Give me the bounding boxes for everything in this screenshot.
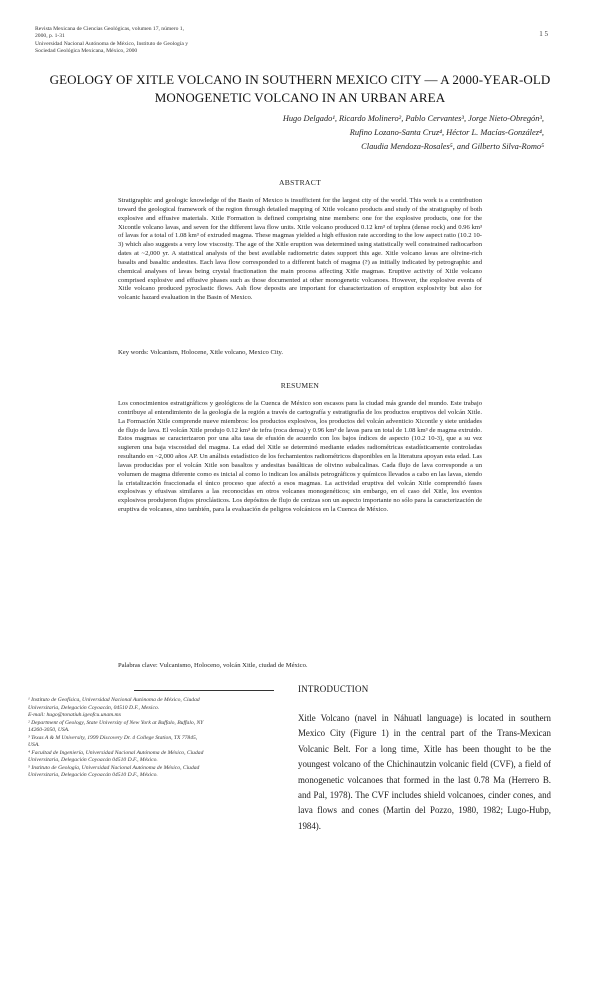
footnote-line: ⁵ Instituto de Geología, Universidad Nacional Autónoma de México, Ciudad [28, 764, 200, 771]
abstract-heading: ABSTRACT [278, 178, 322, 187]
footnote-line: ⁴ Facultad de Ingeniería, Universidad Nacional Autónoma de México, Ciudad [28, 749, 204, 756]
footnote-line: USA. [28, 742, 40, 748]
footnote-line: 14260-3050, USA. [28, 727, 70, 733]
footnote-line: Universitaria, Delegación Coyoacán 04510 D.F., México. [28, 757, 158, 763]
footnote-line: ² Department of Geology, State University of New York at Buffalo, Buffalo, NY [28, 719, 204, 726]
resumen-heading: RESUMEN [280, 381, 320, 390]
abstract-text: Stratigraphic and geologic knowledge of the Basin of Mexico is insufficient for the largest city of the world. This work is a contribution toward the geological framework of the region through detailed mapping of Xitle volcano products and study of the stratigraphy of both explosive and effusive materials. Xitle Formation is defined comprising nine members: one for the explosive products, one for the Xicontle volcano lavas, and seven for the different lava flow units. Xitle volcano produced 0.12 km³ of tephra (dense rock) and 0.96 km³ of lavas for a total of 1.08 km³ of extruded magma. These magmas yielded a high effusion rate according to the low aspect ratio (10.2 10-3) which also suggests a very low viscosity. The age of the Xitle eruption was determined using statistically well constrained radiocarbon dates at ~2,000 yr. A statistical analysis of the best available radiometric dates support this age. Xitle volcano lavas are olivine-rich basalts and basaltic andesites. Each lava flow corresponded to a different batch of magma (?) as initially indicated by petrographic and chemical analyses of lavas being crystal fractionation the main process affecting Xitle magmas. Eruptive activity of Xitle volcano comprised explosive and effusive phases such as those documented at other monogenetic volcanoes. However, the explosive events of Xitle volcano produced pyroclastic flows. Ash flow deposits are important for characterization of eruption explosivity but also for volcanic hazard evaluation in the Basin of Mexico. [118, 197, 482, 302]
footnote-line: E-mail: hugo@tonatiuh.igeofcu.unam.mx [28, 712, 122, 718]
footnote-line: ³ Texas A & M University, 1999 Discovery Dr. 4 College Station, TX 77845, [28, 734, 198, 741]
footnote-line: Universitaria, Delegación Coyoacán, 04510 D.F., Mexico. [28, 704, 160, 711]
journal-header-line: Universidad Nacional Autónoma de México, Instituto de Geología y [35, 40, 189, 47]
journal-header-line: Sociedad Geológica Mexicana, México, 2000 [35, 48, 138, 55]
introduction-text: Xitle Volcano (navel in Náhuatl language) is located in southern Mexico City (Figure 1) in the central part of the Trans-Mexican Volcanic Belt. For a long time, Xitle has been thought to be the youngest volcano of the Chichinautzin volcanic field (CVF), a field of monogenetic volcanoes that formed in the last 0.78 Ma (Herrero B. and Pal, 1978). The CVF includes shield volcanoes, cinder cones, and lava flows and cones (Martin del Pozzo, 1980, 1982; Lugo-Hubp, 1984). [298, 713, 551, 831]
journal-header [35, 26, 325, 56]
affiliation-footnotes [28, 697, 291, 780]
footnote-line: ¹ Instituto de Geofísica, Universidad Nacional Autónoma de México, Ciudad [28, 697, 200, 703]
introduction-heading: INTRODUCTION [298, 684, 369, 694]
keywords-spanish: Palabras clave: Vulcanismo, Holoceno, volcán Xitle, ciudad de México. [118, 662, 308, 669]
journal-header-line: 2000, p. 1-31 [35, 33, 65, 40]
page-number: 1 5 [539, 30, 548, 38]
author-line: Rufino Lozano-Santa Cruz⁴, Héctor L. Macías-González⁴, [349, 128, 544, 138]
footnote-line: Universitaria, Delegación Coyoacán 04510 D.F., México. [28, 772, 158, 778]
author-list [250, 112, 544, 154]
journal-header-line: Revista Mexicana de Ciencias Geológicas, volumen 17, número 1, [35, 26, 184, 32]
author-line: Hugo Delgado¹, Ricardo Molinero², Pablo Cervantes³, Jorge Nieto-Obregón³, [282, 114, 544, 123]
footnote-separator [134, 690, 274, 691]
paper-title: GEOLOGY OF XITLE VOLCANO IN SOUTHERN MEXICO CITY — A 2000-YEAR-OLD MONOGENETIC VOLCANO IN AN URBAN AREA [49, 72, 551, 105]
resumen-text: Los conocimientos estratigráficos y geológicos de la Cuenca de México son escasos para la ciudad más grande del mundo. Este trabajo contribuye al entendimiento de la geología de la región a través de cartografía y estratigrafía de los productos eruptivos del volcán Xitle. La Formación Xitle comprende nueve miembros: los productos explosivos, los productos del volcán adventicio Xicontle y siete unidades de flujo de lava. El volcán Xitle produjo 0.12 km³ de tefra (roca densa) y 0.96 km³ de lavas para un total de 1.08 km³ de magma extruido. Estos magmas se caracterizaron por una alta tasa de efusión de acuerdo con los bajos índices de aspecto (10.2 10-3), que a su vez sugieren una baja viscosidad del magma. La edad del Xitle se determinó mediante edades radiométricas estadísticamente controladas resultando en ~2,000 años AP. Un análisis estadístico de los fechamientos radiométricos disponibles en la literatura apoyan esta edad. Las lavas producidas por el volcán Xitle son basaltos y andesitas basálticas de olivino subalcalinas. Cada flujo de lava corresponde a un volumen de magma diferente como es inicial al como lo indican los análisis petrográficos y químicos llevados a cabo en las lavas, siendo la cristalización fraccionada el único proceso que afectó a esos magmas. La actividad eruptiva del volcán Xitle comprendió fases explosivas y efusivas similares a las reconocidas en otros volcanes monogenéticos; sin embargo, en el caso del Xitle, los eventos explosivos produjeron flujos piroclásticos. Los depósitos de flujo de cenizas son un aspecto importante no sólo para la caracterización de eruptiva de volcanes, sino también, para la evaluación de peligros volcánicos en la Cuenca de México. [118, 400, 482, 514]
keywords-english: Key words: Volcanism, Holocene, Xitle volcano, Mexico City. [118, 349, 284, 356]
author-line: Claudia Mendoza-Rosales⁵, and Gilberto Silva-Romo⁵ [361, 142, 544, 152]
